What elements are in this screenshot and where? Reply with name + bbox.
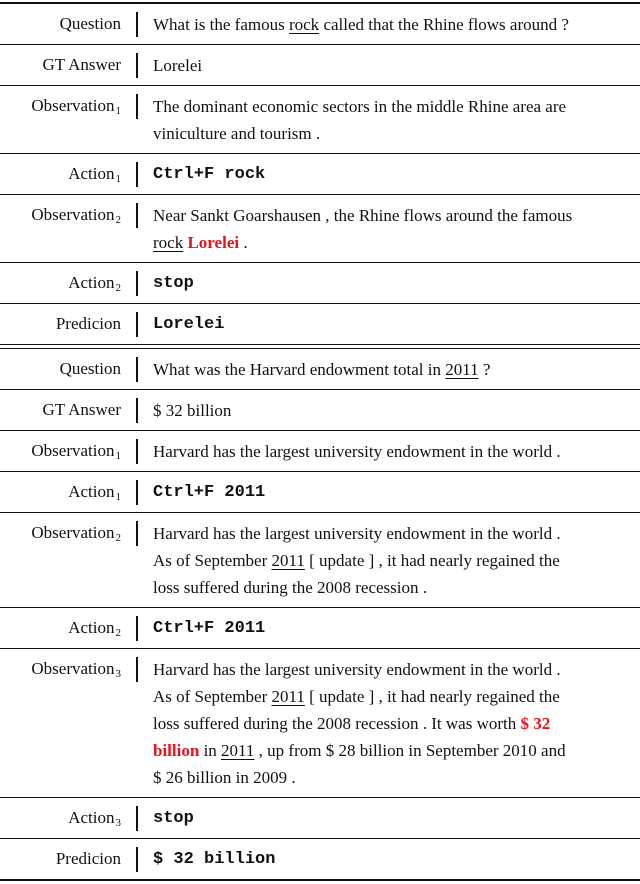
text-segment: Harvard has the largest university endowment in the world . [153,660,561,679]
column-divider [136,657,138,682]
content-line [153,656,640,683]
table-row [0,4,640,45]
table-row [0,472,640,513]
row-label-text: Action [68,618,115,637]
content-line [153,438,640,465]
column-divider [136,203,138,228]
row-label [0,13,121,35]
row-label-text: Observation [31,441,115,460]
text-segment: [ update ] , it had nearly regained the [304,551,560,570]
content-line [153,11,640,38]
row-label [0,658,121,685]
row-content [153,479,640,506]
text-segment: $ 26 billion in 2009 . [153,768,296,787]
row-label-subscript: 2 [115,214,121,226]
row-label-text: GT Answer [42,400,121,419]
content-line [153,805,640,832]
text-segment: Harvard has the largest university endowment in the world . [153,442,561,461]
content-line [153,615,640,642]
table-row [0,349,640,390]
row-label-text: Predicion [55,849,121,868]
row-label [0,522,121,549]
row-label-subscript: 2 [115,627,121,639]
text-segment: , up from $ 28 billion in September 2010 and [254,741,566,760]
table-row [0,390,640,431]
row-label-text: Action [68,808,115,827]
row-content [153,438,640,465]
row-label-subscript: 2 [115,532,121,544]
row-label [0,807,121,834]
content-line [153,202,640,229]
content-line [153,270,640,297]
content-line [153,574,640,601]
text-segment: The dominant economic sectors in the middle Rhine area are [153,97,567,116]
row-label-subscript: 1 [115,491,121,503]
keyword-underlined: 2011 [271,687,305,706]
column-divider [136,480,138,505]
text-segment: What was the Harvard endowment total in [153,360,446,379]
content-line [153,93,640,120]
row-content [153,846,640,873]
column-divider [136,521,138,546]
text-segment: loss suffered during the 2008 recession . [153,578,427,597]
content-line [153,479,640,506]
content-line [153,846,640,873]
column-divider [136,847,138,872]
text-segment: Ctrl+F 2011 [153,619,266,638]
row-label-subscript: 3 [115,668,121,680]
row-label-subscript: 1 [115,105,121,117]
row-label-subscript: 3 [115,817,121,829]
answer-highlight: Lorelei [187,233,240,252]
content-line [153,229,640,256]
row-label-subscript: 2 [115,282,121,294]
text-segment: ? [478,360,491,379]
row-label-text: Question [59,359,121,378]
row-label [0,163,121,190]
column-divider [136,162,138,187]
row-label-text: Observation [31,659,115,678]
text-segment: [ update ] , it had nearly regained the [304,687,560,706]
trajectory-table [0,2,640,881]
row-label [0,313,121,335]
content-line [153,311,640,338]
row-label-text: GT Answer [42,55,121,74]
row-content [153,11,640,38]
row-label [0,272,121,299]
content-line [153,161,640,188]
text-segment: Ctrl+F rock [153,165,266,184]
column-divider [136,12,138,37]
row-content [153,615,640,642]
text-segment: As of September [153,551,272,570]
row-label [0,399,121,421]
row-content [153,93,640,147]
content-line [153,397,640,424]
table-row [0,649,640,798]
table-row [0,195,640,263]
content-line [153,683,640,710]
content-line [153,52,640,79]
row-content [153,397,640,424]
table-row [0,304,640,345]
keyword-underlined: 2011 [271,551,305,570]
row-content [153,161,640,188]
row-content [153,311,640,338]
text-segment: $ 32 billion [153,401,232,420]
text-segment: in [199,741,222,760]
row-content [153,805,640,832]
row-label [0,95,121,122]
row-label [0,440,121,467]
text-segment: stop [153,809,194,828]
table-row [0,431,640,472]
row-label-text: Action [68,482,115,501]
text-segment: As of September [153,687,272,706]
column-divider [136,616,138,641]
row-label [0,481,121,508]
row-content [153,270,640,297]
row-label-text: Action [68,164,115,183]
row-label-subscript: 1 [115,173,121,185]
column-divider [136,312,138,337]
row-content [153,656,640,791]
answer-highlight: billion [153,741,200,760]
table-row [0,86,640,154]
row-label [0,848,121,870]
row-label-subscript: 1 [115,450,121,462]
column-divider [136,53,138,78]
content-line [153,737,640,764]
answer-highlight: $ 32 [520,714,551,733]
content-line [153,520,640,547]
text-segment: $ 32 billion [153,850,276,869]
keyword-underlined: rock [153,233,184,252]
text-segment: What is the famous [153,15,289,34]
keyword-underlined: 2011 [221,741,255,760]
row-label-text: Action [68,273,115,292]
text-segment: Lorelei [153,315,225,334]
table-row [0,513,640,608]
row-label [0,204,121,231]
example-section [0,348,640,881]
content-line [153,120,640,147]
row-content [153,52,640,79]
text-segment: Ctrl+F 2011 [153,483,266,502]
content-line [153,710,640,737]
row-content [153,520,640,601]
text-segment: stop [153,274,194,293]
text-segment: called that the Rhine flows around ? [319,15,569,34]
row-label [0,54,121,76]
text-segment: Lorelei [153,56,203,75]
column-divider [136,398,138,423]
text-segment: Near Sankt Goarshausen , the Rhine flows around the famous [153,206,573,225]
text-segment: Harvard has the largest university endowment in the world . [153,524,561,543]
column-divider [136,94,138,119]
table-row [0,608,640,649]
row-content [153,202,640,256]
column-divider [136,271,138,296]
example-section [0,4,640,345]
row-label [0,617,121,644]
text-segment: viniculture and tourism . [153,124,321,143]
table-row [0,154,640,195]
keyword-underlined: 2011 [445,360,479,379]
content-line [153,356,640,383]
row-label-text: Predicion [55,314,121,333]
row-label [0,358,121,380]
row-label-text: Observation [31,205,115,224]
content-line [153,764,640,791]
row-label-text: Observation [31,523,115,542]
row-label-text: Question [59,14,121,33]
keyword-underlined: rock [288,15,320,34]
table-row [0,263,640,304]
table-row [0,798,640,839]
column-divider [136,806,138,831]
column-divider [136,439,138,464]
text-segment: loss suffered during the 2008 recession . It was worth [153,714,521,733]
text-segment: . [239,233,248,252]
content-line [153,547,640,574]
table-row [0,839,640,881]
row-content [153,356,640,383]
table-row [0,45,640,86]
row-label-text: Observation [31,96,115,115]
column-divider [136,357,138,382]
